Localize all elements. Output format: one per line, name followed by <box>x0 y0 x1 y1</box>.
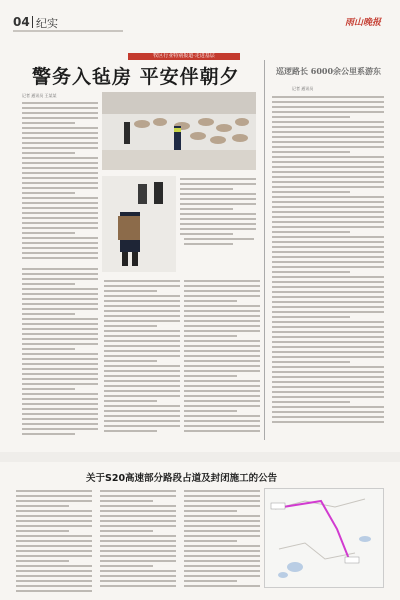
page-number: 04 <box>13 15 30 29</box>
body-text-column <box>22 102 98 262</box>
section-divider <box>0 452 400 462</box>
header-separator <box>32 16 33 28</box>
body-text-column <box>180 178 256 278</box>
herder-sheep-photo <box>102 92 256 170</box>
newspaper-logo: 雨山晚报 <box>345 18 382 28</box>
road-construction-map <box>264 488 384 588</box>
notice-body-column <box>100 490 176 590</box>
section-title: 纪实 <box>36 17 58 30</box>
page-header <box>13 13 387 35</box>
column-divider <box>264 60 265 440</box>
main-story-byline: 记者 通讯员 王某某 <box>22 93 57 98</box>
notice-title: 关于S20高速部分路段占道及封闭施工的公告 <box>86 473 278 484</box>
body-text-column <box>104 280 180 438</box>
side-story-byline: 记者 通讯员 <box>292 86 314 91</box>
header-meta-line <box>13 30 123 32</box>
body-text-column <box>184 280 260 438</box>
story-ribbon: 牧区行业特别报道·走进基层 <box>128 53 240 60</box>
side-story-body <box>272 96 384 436</box>
photo-caption <box>184 238 254 248</box>
main-story-title: 警务入毡房 平安伴朝夕 <box>32 66 240 88</box>
photo-caption <box>184 198 254 208</box>
officer-carrying-lamb-photo <box>102 176 176 272</box>
side-story-title: 巡逻路长 6000余公里系游东 <box>276 66 382 76</box>
notice-body-column <box>16 490 92 595</box>
body-text-column <box>22 268 98 438</box>
notice-body-column <box>184 490 260 590</box>
